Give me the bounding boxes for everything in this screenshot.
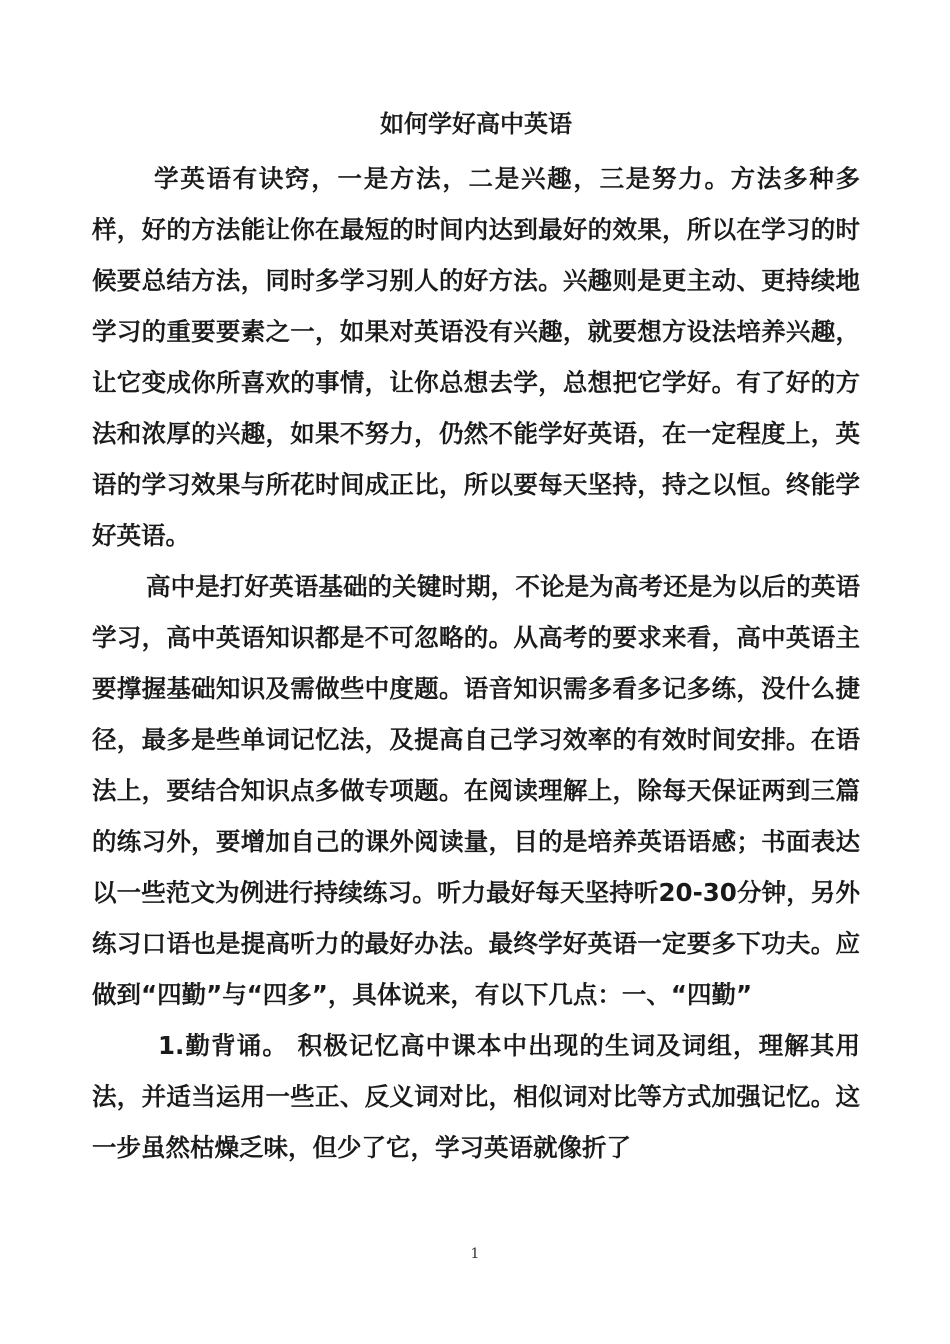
paragraph-3: 1.勤背诵。 积极记忆高中课本中出现的生词及词组，理解其用法，并适当运用一些正、反义词对比，相似词对比等方式加强记忆。这一步虽然枯燥乏味，但少了它，学习英语就像折了 — [92, 1031, 860, 1162]
page-number: 1 — [470, 1246, 480, 1262]
paragraph-2: 高中是打好英语基础的关键时期，不论是为高考还是为以后的英语学习，高中英语知识都是不可忽略的。从高考的要求来看，高中英语主要撑握基础知识及需做些中度题。语音知识需多看多记多练，没什么捷径，最多是些单词记忆法，及提高自己学习效率的有效时间安排。在语法上，要结合知识点多做专项题。在阅读理解上，除每天保证两到三篇的练习外，要增加自己的课外阅读量，目的是培养英语语感；书面表达以一些范文为例进行持续练习。听力最好每天坚持听20-30分钟，另外练习口语也是提高听力的最好办法。最终学好英语一定要多下功夫。应做到“四勤”与“四多”，具体说来，有以下几点：一、“四勤” — [92, 572, 860, 1009]
paragraph-1: 学英语有诀窍，一是方法，二是兴趣，三是努力。方法多种多样，好的方法能让你在最短的时间内达到最好的效果，所以在学习的时候要总结方法，同时多学习别人的好方法。兴趣则是更主动、更持续地学习的重要要素之一，如果对英语没有兴趣，就要想方设法培养兴趣，让它变成你所喜欢的事情，让你总想去学，总想把它学好。有了好的方法和浓厚的兴趣，如果不努力，仍然不能学好英语，在一定程度上，英语的学习效果与所花时间成正比，所以要每天坚持，持之以恒。终能学好英语。 — [92, 164, 860, 550]
document-title: 如何学好高中英语 — [380, 110, 572, 138]
document-page — [92, 95, 860, 1173]
